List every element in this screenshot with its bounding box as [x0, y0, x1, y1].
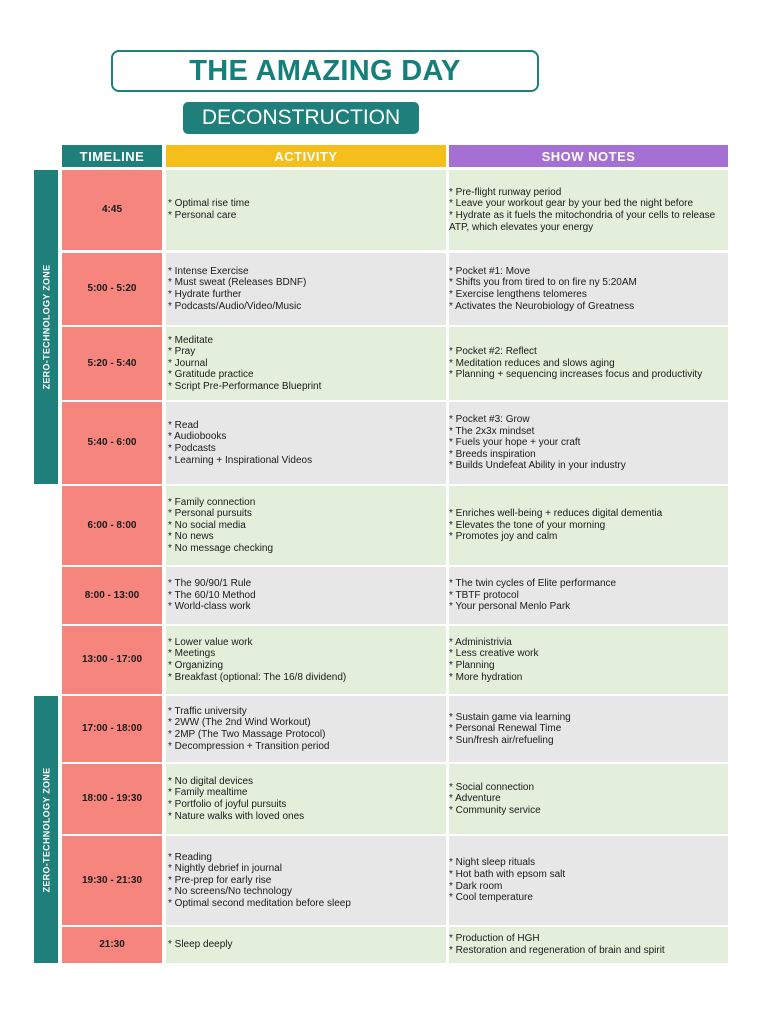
note-line: * Hot bath with epsom salt — [449, 868, 566, 880]
activity-line: * 2WW (The 2nd Wind Workout) — [168, 717, 311, 729]
activity-line: * Nightly debrief in journal — [168, 863, 282, 875]
note-line: * Hydrate as it fuels the mitochondria of your cells to release ATP, which elevates your energy — [449, 210, 716, 233]
show-notes-cell — [449, 327, 728, 400]
activity-line: * Traffic university — [168, 705, 247, 717]
note-line: * Pocket #2: Reflect — [449, 346, 537, 358]
note-line: * Dark room — [449, 880, 503, 892]
show-notes-cell — [449, 764, 728, 834]
note-line: * Personal Renewal Time — [449, 723, 562, 735]
note-line: * Sun/fresh air/refueling — [449, 734, 554, 746]
show-notes-cell — [449, 927, 728, 963]
activity-line: * Family mealtime — [168, 787, 248, 799]
activity-line: * Pray — [168, 346, 196, 358]
activity-line: * Optimal rise time — [168, 198, 250, 210]
page-title: THE AMAZING DAY — [189, 54, 461, 87]
note-line: * Builds Undefeat Ability in your industry — [449, 460, 626, 472]
activity-line: * Read — [168, 419, 199, 431]
note-line: * Social connection — [449, 781, 535, 793]
activity-line: * Pre-prep for early rise — [168, 874, 272, 886]
activity-line: * The 90/90/1 Rule — [168, 578, 252, 590]
zone-text: ZERO-TECHNOLOGY ZONE — [41, 264, 51, 390]
title-box — [111, 50, 539, 92]
note-line: * Pocket #1: Move — [449, 265, 531, 277]
note-line: * Production of HGH — [449, 933, 540, 945]
activity-line: * No news — [168, 531, 214, 543]
activity-cell — [166, 626, 446, 694]
time-cell: 17:00 - 18:00 — [62, 696, 162, 762]
activity-cell — [166, 764, 446, 834]
time-cell: 21:30 — [62, 927, 162, 963]
activity-line: * Portfolio of joyful pursuits — [168, 799, 287, 810]
activity-line: * Sleep deeply — [168, 939, 233, 951]
note-line: * Exercise lengthens telomeres — [449, 289, 587, 300]
time-cell: 5:20 - 5:40 — [62, 327, 162, 400]
activity-line: * Podcasts — [168, 443, 216, 454]
activity-cell — [166, 927, 446, 963]
zone-label-evening — [34, 696, 58, 963]
note-line: * Leave your workout gear by your bed the night before — [449, 198, 694, 210]
activity-line: * Meetings — [168, 648, 216, 660]
note-line: * Activates the Neurobiology of Greatness — [449, 300, 635, 312]
activity-line: * 2MP (The Two Massage Protocol) — [168, 729, 326, 740]
time-cell: 6:00 - 8:00 — [62, 486, 162, 565]
note-line: * Promotes joy and calm — [449, 531, 558, 543]
note-line: * Fuels your hope + your craft — [449, 437, 581, 449]
activity-line: * Personal care — [168, 210, 237, 221]
activity-line: * No message checking — [168, 542, 274, 554]
activity-line: * Intense Exercise — [168, 265, 249, 277]
activity-cell — [166, 836, 446, 925]
activity-cell — [166, 696, 446, 762]
activity-line: * Decompression + Transition period — [168, 740, 330, 752]
note-line: * Adventure — [449, 793, 501, 805]
note-line: * Sustain game via learning — [449, 711, 571, 723]
zone-label-morning — [34, 170, 58, 484]
note-line: * Community service — [449, 804, 541, 816]
note-line: * The twin cycles of Elite performance — [449, 578, 617, 590]
activity-cell — [166, 327, 446, 400]
show-notes-cell — [449, 696, 728, 762]
time-cell: 4:45 — [62, 170, 162, 250]
time-cell: 8:00 - 13:00 — [62, 567, 162, 624]
header-show-notes: SHOW NOTES — [449, 145, 728, 167]
note-line: * TBTF protocol — [449, 589, 519, 601]
note-line: * The 2x3x mindset — [449, 425, 535, 437]
activity-line: * Audiobooks — [168, 431, 227, 443]
activity-line: * Journal — [168, 357, 208, 369]
activity-line: * No social media — [168, 519, 246, 531]
show-notes-cell — [449, 836, 728, 925]
time-cell: 13:00 - 17:00 — [62, 626, 162, 694]
activity-cell — [166, 170, 446, 250]
show-notes-cell — [449, 253, 728, 325]
activity-line: * No digital devices — [168, 775, 254, 787]
note-line: * Meditation reduces and slows aging — [449, 357, 615, 369]
zone-text: ZERO-TECHNOLOGY ZONE — [41, 767, 51, 892]
show-notes-cell — [449, 486, 728, 565]
note-line: * Your personal Menlo Park — [449, 601, 571, 613]
show-notes-cell — [449, 170, 728, 250]
note-line: * Night sleep rituals — [449, 857, 536, 869]
activity-line: * Personal pursuits — [168, 508, 252, 520]
activity-cell — [166, 402, 446, 484]
note-line: * Enriches well-being + reduces digital dementia — [449, 508, 663, 520]
note-line: * Restoration and regeneration of brain and spirit — [449, 945, 665, 956]
activity-line: * Gratitude practice — [168, 369, 254, 381]
activity-line: * Optimal second meditation before sleep — [168, 897, 351, 909]
note-line: * Pre-flight runway period — [449, 186, 562, 198]
note-line: * Planning + sequencing increases focus and productivity — [449, 369, 703, 381]
header-activity: ACTIVITY — [166, 145, 446, 167]
activity-line: * Reading — [168, 851, 212, 863]
activity-line: * World-class work — [168, 601, 251, 613]
time-cell: 18:00 - 19:30 — [62, 764, 162, 834]
show-notes-cell — [449, 567, 728, 624]
activity-cell — [166, 567, 446, 624]
show-notes-cell — [449, 626, 728, 694]
time-cell: 19:30 - 21:30 — [62, 836, 162, 925]
activity-line: * No screens/No technology — [168, 886, 292, 898]
activity-line: * Hydrate further — [168, 289, 242, 300]
note-line: * Less creative work — [449, 648, 539, 660]
note-line: * Administrivia — [449, 636, 512, 648]
activity-cell — [166, 486, 446, 565]
activity-cell — [166, 253, 446, 325]
note-line: * Cool temperature — [449, 892, 533, 904]
activity-line: * The 60/10 Method — [168, 589, 256, 601]
activity-line: * Organizing — [168, 660, 224, 671]
time-cell: 5:40 - 6:00 — [62, 402, 162, 484]
activity-line: * Breakfast (optional: The 16/8 dividend) — [168, 671, 347, 683]
activity-line: * Nature walks with loved ones — [168, 810, 305, 822]
show-notes-cell — [449, 402, 728, 484]
time-cell: 5:00 - 5:20 — [62, 253, 162, 325]
activity-line: * Must sweat (Releases BDNF) — [168, 277, 307, 289]
activity-line: * Family connection — [168, 496, 256, 508]
note-line: * Elevates the tone of your morning — [449, 519, 606, 531]
note-line: * Pocket #3: Grow — [449, 414, 530, 426]
header-timeline: TIMELINE — [62, 145, 162, 167]
note-line: * Shifts you from tired to on fire ny 5:20AM — [449, 277, 637, 289]
note-line: * Planning — [449, 660, 495, 671]
activity-line: * Podcasts/Audio/Video/Music — [168, 300, 302, 312]
activity-line: * Learning + Inspirational Videos — [168, 454, 313, 466]
activity-line: * Meditate — [168, 334, 214, 346]
activity-line: * Script Pre-Performance Blueprint — [168, 380, 322, 392]
subtitle-badge: DECONSTRUCTION — [183, 102, 419, 134]
note-line: * More hydration — [449, 671, 523, 683]
note-line: * Breeds inspiration — [449, 448, 536, 460]
activity-line: * Lower value work — [168, 636, 253, 648]
